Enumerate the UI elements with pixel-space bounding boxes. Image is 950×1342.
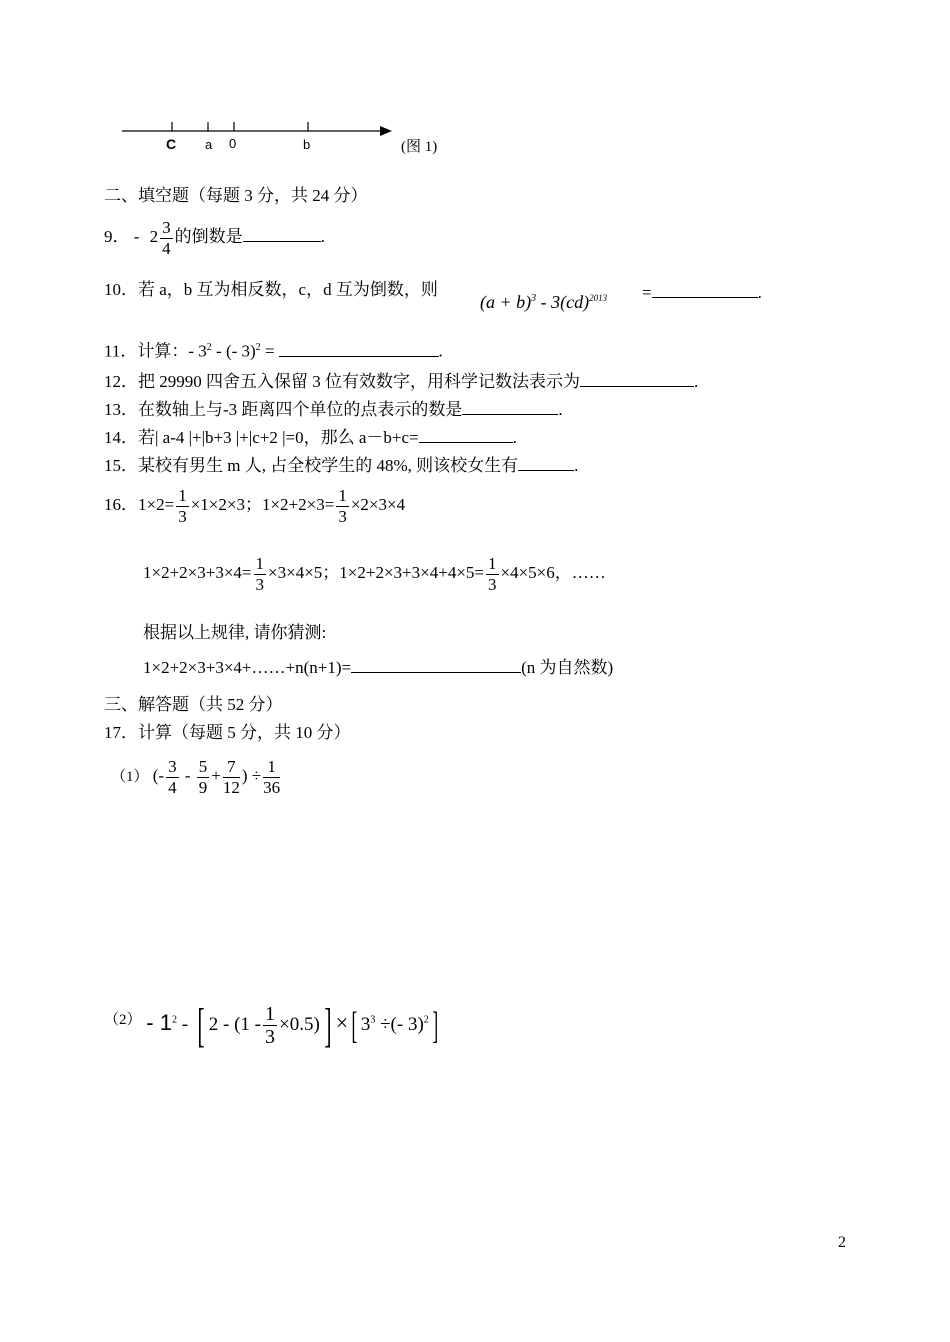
- q16-fraction: $\frac{1}{3}$: [178, 485, 187, 526]
- q10-answer-blank[interactable]: [652, 281, 758, 298]
- q16-answer-blank[interactable]: [351, 656, 521, 673]
- q14-answer-blank[interactable]: [419, 426, 513, 443]
- section2-title: 二、填空题（每题 3 分，共 24 分）: [104, 186, 368, 205]
- page-number: 2: [838, 1234, 846, 1251]
- q16-fraction: $\frac{1}{3}$: [488, 553, 497, 594]
- q9-text: 的倒数是: [174, 227, 243, 246]
- q12-answer-blank[interactable]: [580, 370, 694, 387]
- left-square-bracket: [: [197, 998, 205, 1052]
- q9-num: 9．: [104, 227, 130, 246]
- left-square-bracket: [: [351, 1004, 358, 1047]
- q17-part2: $^{(2)} - 1^2$ - [ 2 - (1 - $\frac{1}{3}$ ×0.5)] ×[ $3^3$ ÷(- 3)$^2$]: [104, 998, 438, 1052]
- question-17-title: 17．计算（每题 5 分，共 10 分）: [104, 723, 351, 742]
- q16-fraction: $\frac{1}{3}$: [255, 553, 265, 594]
- label-b: b: [303, 137, 311, 152]
- figure-caption: (图 1): [401, 139, 438, 155]
- section3-title: 三、解答题（共 52 分）: [104, 695, 283, 714]
- question-16-line4: 1×2+2×3+3×4+……+n(n+1)= (n 为自然数): [143, 658, 614, 677]
- q9-whole: 2: [149, 227, 159, 246]
- question-10: [104, 279, 438, 301]
- q11-answer-blank[interactable]: [279, 340, 439, 357]
- question-12: 12．把 29990 四舍五入保留 3 位有效数字，用科学记数法表示为 .: [104, 372, 699, 391]
- question-11: 11．计算：- $3^2$ - (- 3)$^2$ = .: [104, 341, 443, 361]
- q13-answer-blank[interactable]: [462, 398, 558, 415]
- right-square-bracket: ]: [432, 1004, 438, 1047]
- question-13: 13．在数轴上与-3 距离四个单位的点表示的数是 .: [104, 400, 563, 419]
- question-9: 9． - 2 $\frac{3}{4}$ 的倒数是 .: [104, 217, 325, 258]
- question-15: 15．某校有男生 m 人, 占全校学生的 48%, 则该校女生有 .: [104, 456, 579, 475]
- question-16-line1: 16．1×2= $\frac{1}{3}$ ×1×2×3；1×2+2×3= $\frac{1}{3}$ ×2×3×4: [104, 485, 406, 526]
- q9-minus: -: [133, 227, 140, 246]
- label-0: 0: [229, 136, 237, 151]
- label-a: a: [205, 137, 213, 152]
- q10-text: 10．若 a，b 互为相反数，c，d 互为倒数，则: [104, 280, 438, 299]
- q16-fraction: $\frac{1}{3}$: [338, 485, 347, 526]
- label-c: C: [166, 136, 177, 152]
- number-line-arrow: [380, 126, 392, 136]
- question-14: 14．若| a-4 |+|b+3 |+|c+2 |=0，那么 a－b+c= .: [104, 428, 517, 447]
- right-square-bracket: ]: [324, 998, 332, 1052]
- q10-answer: = .: [642, 283, 762, 302]
- question-16-line3: 根据以上规律, 请你猜测:: [143, 623, 327, 642]
- q9-fraction: $\frac{3}{4}$: [162, 217, 171, 258]
- q10-expression: $(a + b)^3 - 3(cd)^{2013}$: [480, 292, 608, 312]
- q15-answer-blank[interactable]: [518, 454, 574, 471]
- question-16-line2: 1×2+2×3+3×4= $\frac{1}{3}$ ×3×4×5；1×2+2×3+3×4+4×5= $\frac{1}{3}$ ×4×5×6，……: [143, 553, 606, 594]
- q9-answer-blank[interactable]: [243, 225, 321, 242]
- q17-part1: （1） (- $\frac{3}{4}$ - $\frac{5}{9}$ + $\frac{7}{12}$ ) ÷ $\frac{1}{36}$: [111, 756, 281, 797]
